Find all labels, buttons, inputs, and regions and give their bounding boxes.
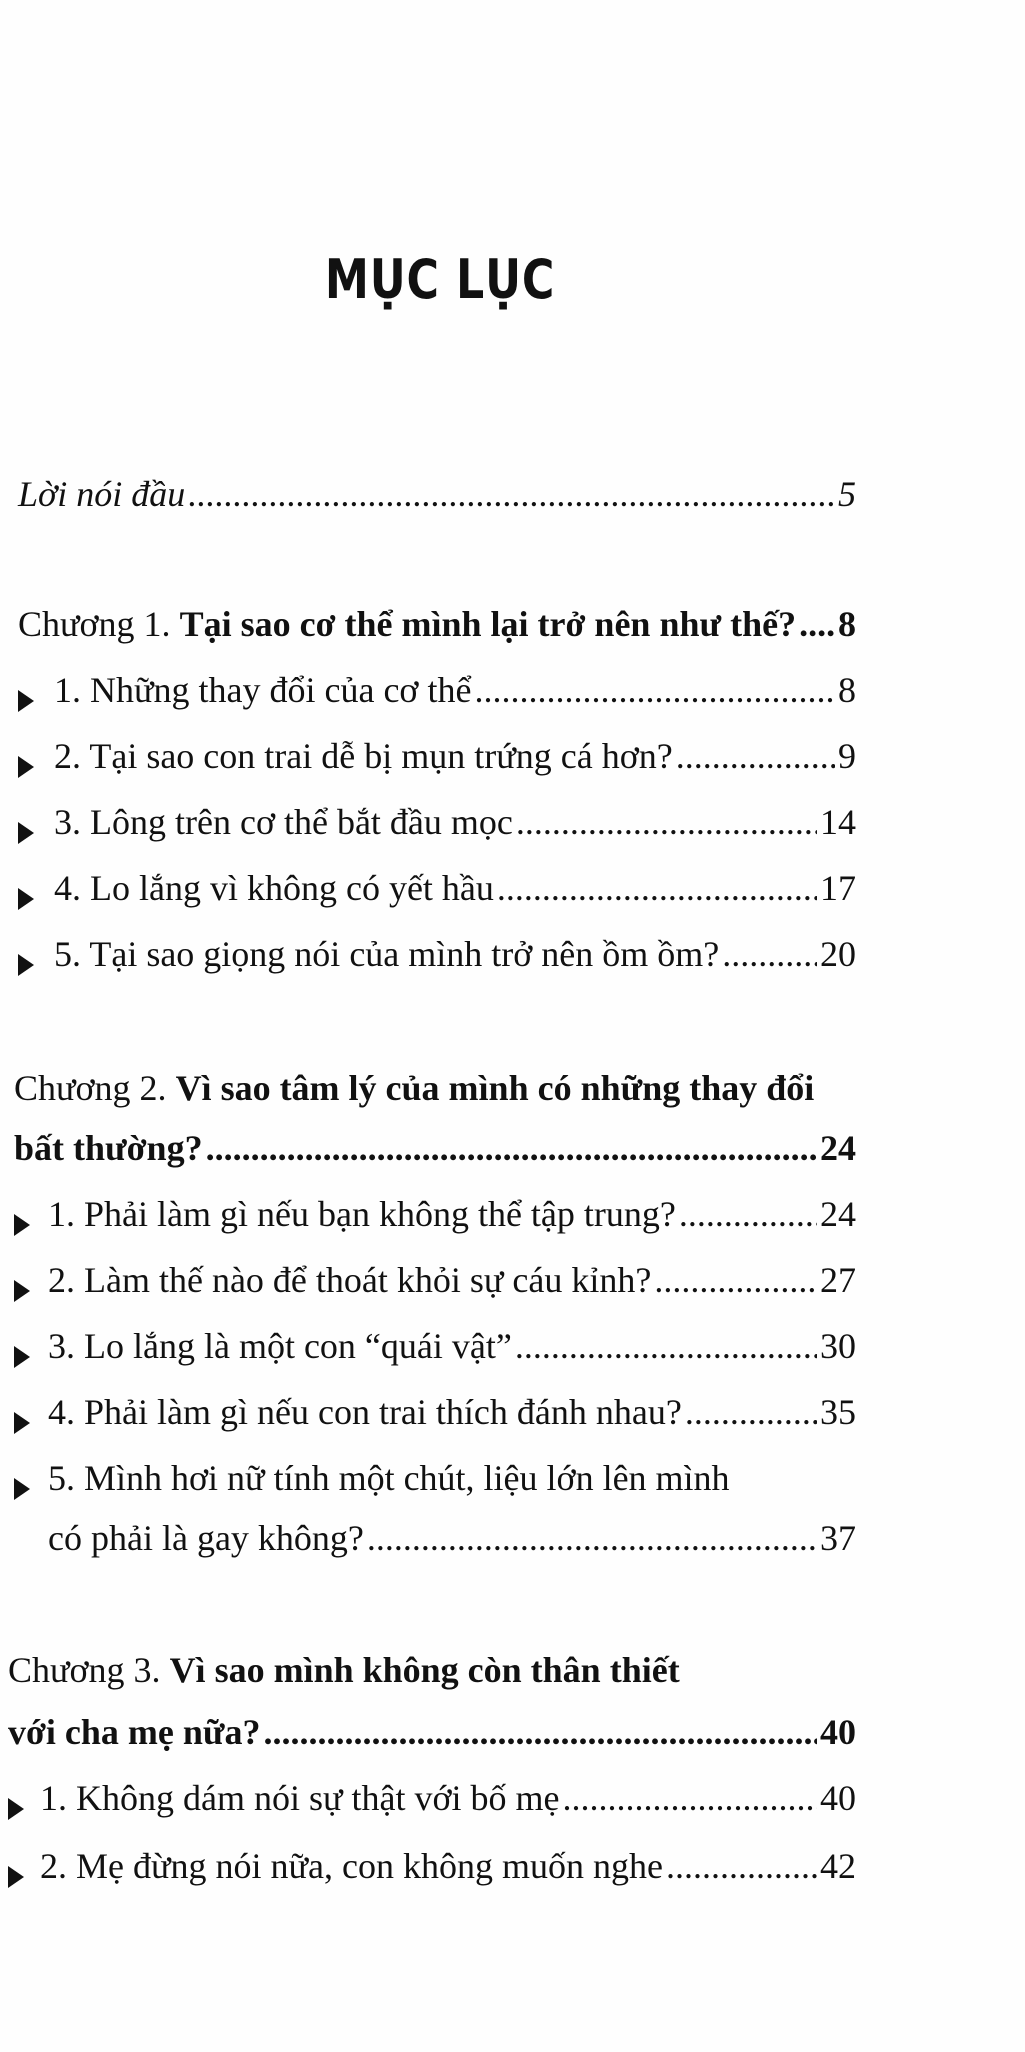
entry-label: 2. Mẹ đừng nói nữa, con không muốn nghe bbox=[40, 1846, 663, 1886]
leader-dots bbox=[206, 1126, 817, 1170]
triangle-bullet-icon bbox=[18, 954, 34, 976]
leader-dots bbox=[654, 1258, 817, 1302]
leader-dots bbox=[799, 602, 835, 646]
entry-page: 9 bbox=[838, 736, 856, 776]
leader-dots bbox=[497, 866, 817, 910]
toc-entry[interactable] bbox=[54, 866, 856, 910]
triangle-bullet-icon bbox=[18, 888, 34, 910]
toc-chapter-2-line1[interactable] bbox=[14, 1066, 814, 1110]
leader-dots bbox=[676, 734, 835, 778]
leader-dots bbox=[367, 1516, 817, 1560]
entry-label: 4. Phải làm gì nếu con trai thích đánh nhau? bbox=[48, 1392, 682, 1432]
entry-page: 30 bbox=[820, 1326, 856, 1366]
leader-dots bbox=[685, 1390, 817, 1434]
entry-label: Lời nói đầu bbox=[18, 474, 186, 514]
entry-label: 4. Lo lắng vì không có yết hầu bbox=[54, 868, 494, 908]
triangle-bullet-icon bbox=[8, 1798, 24, 1820]
toc-entry-line2[interactable] bbox=[48, 1516, 856, 1560]
entry-page: 24 bbox=[820, 1194, 856, 1234]
toc-chapter-3-line1[interactable] bbox=[8, 1648, 680, 1692]
entry-page: 27 bbox=[820, 1260, 856, 1300]
toc-entry[interactable] bbox=[54, 800, 856, 844]
toc-entry[interactable] bbox=[54, 932, 856, 976]
toc-entry[interactable] bbox=[40, 1776, 856, 1820]
entry-label: 3. Lông trên cơ thể bắt đầu mọc bbox=[54, 802, 513, 842]
chapter-name-cont: với cha mẹ nữa? bbox=[8, 1712, 261, 1752]
entry-page: 8 bbox=[838, 670, 856, 710]
triangle-bullet-icon bbox=[18, 756, 34, 778]
entry-page: 14 bbox=[820, 802, 856, 842]
triangle-bullet-icon bbox=[18, 822, 34, 844]
leader-dots bbox=[515, 1324, 817, 1368]
chapter-name-cont: bất thường? bbox=[14, 1128, 203, 1168]
entry-label: 1. Không dám nói sự thật với bố mẹ bbox=[40, 1778, 560, 1818]
toc-entry[interactable] bbox=[54, 734, 856, 778]
entry-label: 5. Tại sao giọng nói của mình trở nên ồm ồm? bbox=[54, 934, 720, 974]
leader-dots bbox=[679, 1192, 817, 1236]
triangle-bullet-icon bbox=[14, 1280, 30, 1302]
entry-label: 5. Mình hơi nữ tính một chút, liệu lớn lên mình bbox=[48, 1458, 730, 1498]
toc-chapter-3-line2[interactable] bbox=[8, 1710, 856, 1754]
chapter-prefix: Chương 3. bbox=[8, 1650, 161, 1690]
entry-page: 20 bbox=[820, 934, 856, 974]
toc-entry[interactable] bbox=[48, 1192, 856, 1236]
entry-page: 24 bbox=[820, 1128, 856, 1168]
leader-dots bbox=[264, 1710, 817, 1754]
leader-dots bbox=[722, 932, 817, 976]
entry-label: 1. Những thay đổi của cơ thể bbox=[54, 670, 472, 710]
toc-entry[interactable] bbox=[54, 668, 856, 712]
triangle-bullet-icon bbox=[18, 690, 34, 712]
chapter-name: Vì sao tâm lý của mình có những thay đổi bbox=[175, 1068, 815, 1108]
entry-page: 5 bbox=[838, 474, 856, 514]
chapter-prefix: Chương 2. bbox=[14, 1068, 167, 1108]
leader-dots bbox=[563, 1776, 817, 1820]
chapter-prefix: Chương 1. bbox=[18, 604, 171, 644]
leader-dots bbox=[474, 668, 835, 712]
toc-chapter-2-line2[interactable] bbox=[14, 1126, 856, 1170]
entry-label: 3. Lo lắng là một con “quái vật” bbox=[48, 1326, 512, 1366]
entry-page: 8 bbox=[838, 604, 856, 644]
triangle-bullet-icon bbox=[14, 1478, 30, 1500]
entry-label: 1. Phải làm gì nếu bạn không thể tập trung? bbox=[48, 1194, 676, 1234]
triangle-bullet-icon bbox=[14, 1346, 30, 1368]
chapter-name: Tại sao cơ thể mình lại trở nên như thế? bbox=[179, 604, 797, 644]
entry-page: 35 bbox=[820, 1392, 856, 1432]
triangle-bullet-icon bbox=[14, 1214, 30, 1236]
toc-entry[interactable] bbox=[48, 1258, 856, 1302]
leader-dots bbox=[516, 800, 817, 844]
toc-entry-preface[interactable] bbox=[18, 472, 856, 516]
entry-page: 17 bbox=[820, 868, 856, 908]
chapter-name: Vì sao mình không còn thân thiết bbox=[169, 1650, 680, 1690]
entry-label: 2. Tại sao con trai dễ bị mụn trứng cá hơn? bbox=[54, 736, 673, 776]
toc-entry[interactable] bbox=[48, 1390, 856, 1434]
page-title: MỤC LỤC bbox=[324, 248, 556, 311]
toc-entry[interactable] bbox=[48, 1324, 856, 1368]
toc-chapter-1[interactable] bbox=[18, 602, 856, 646]
leader-dots bbox=[666, 1844, 817, 1888]
toc-entry-line1[interactable] bbox=[48, 1456, 730, 1500]
entry-page: 40 bbox=[820, 1778, 856, 1818]
triangle-bullet-icon bbox=[8, 1866, 24, 1888]
entry-page: 40 bbox=[820, 1712, 856, 1752]
toc-entry[interactable] bbox=[40, 1844, 856, 1888]
triangle-bullet-icon bbox=[14, 1412, 30, 1434]
entry-page: 37 bbox=[820, 1518, 856, 1558]
leader-dots bbox=[188, 472, 835, 516]
entry-label-cont: có phải là gay không? bbox=[48, 1518, 364, 1558]
entry-label: 2. Làm thế nào để thoát khỏi sự cáu kỉnh? bbox=[48, 1260, 652, 1300]
entry-page: 42 bbox=[820, 1846, 856, 1886]
